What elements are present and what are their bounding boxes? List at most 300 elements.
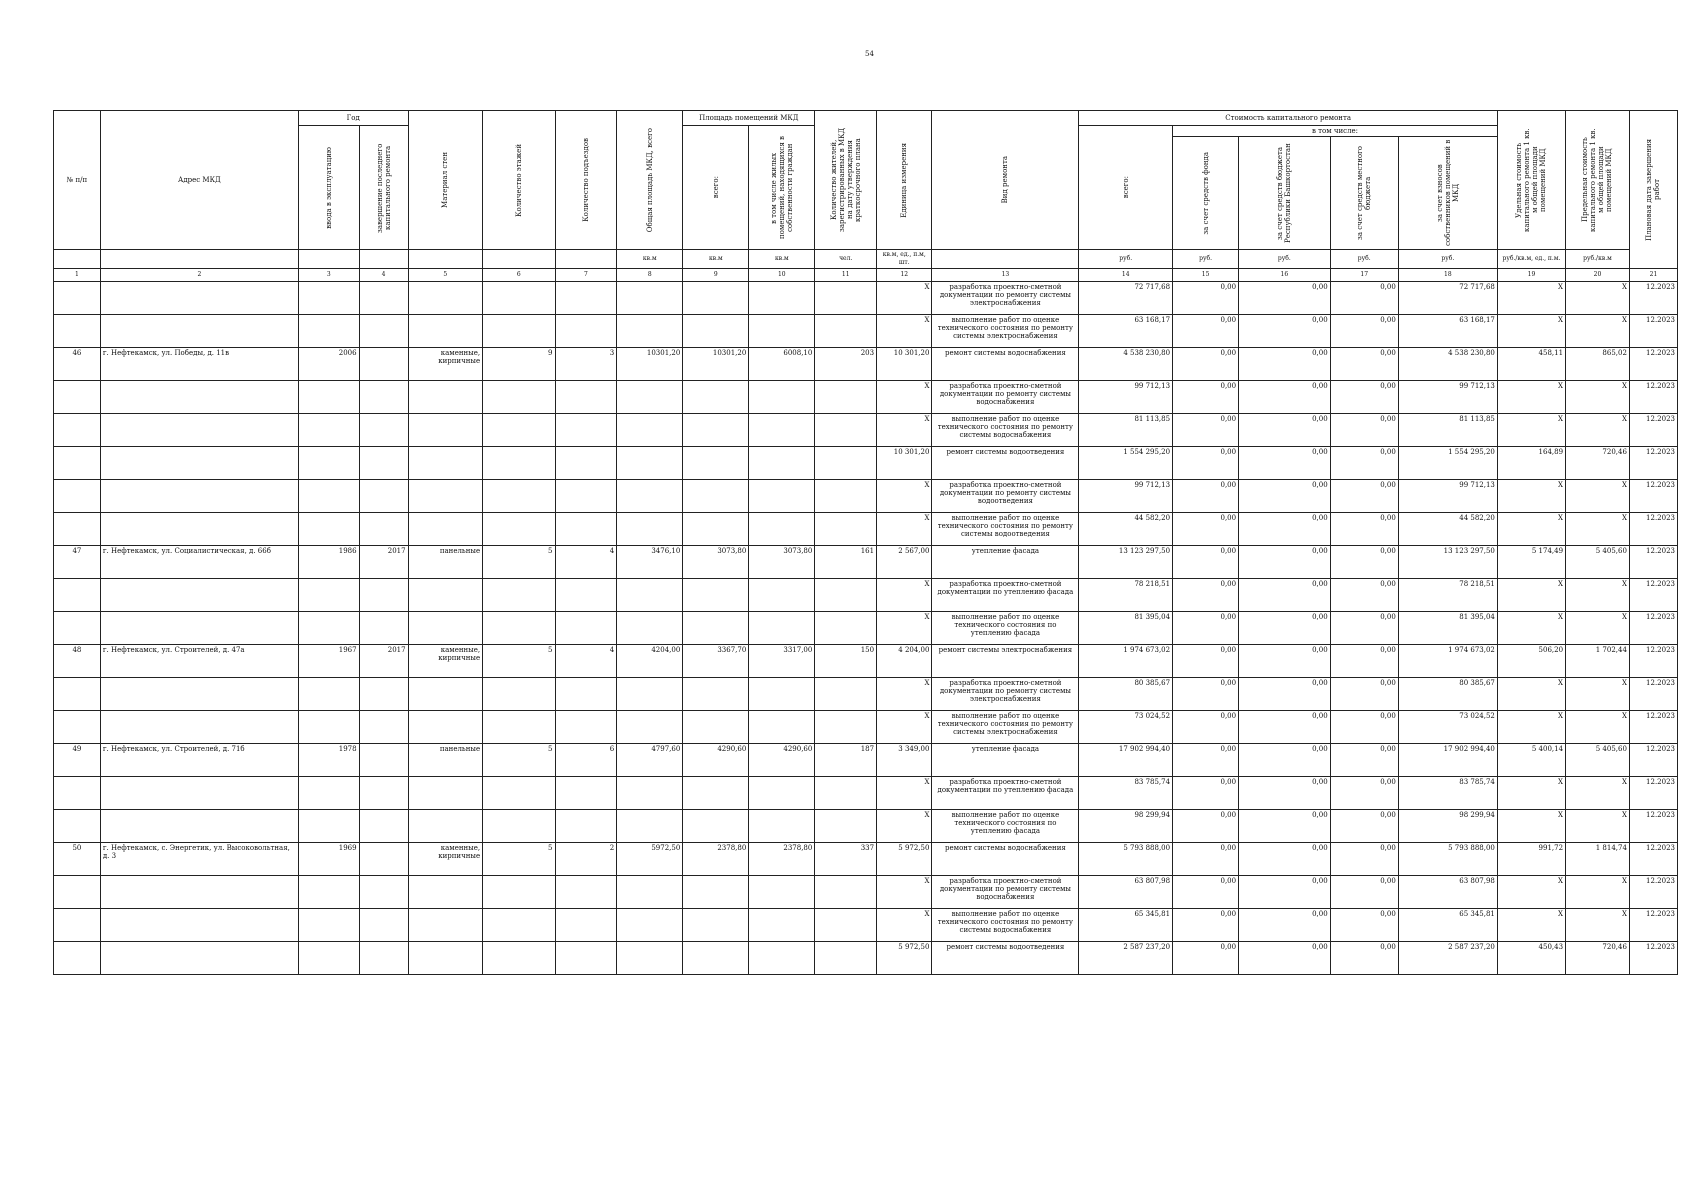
table-row [54,843,1678,876]
cell-area [617,810,683,843]
cell-area [617,942,683,975]
column-number: 13 [932,269,1079,282]
cell-area [617,447,683,480]
cell-mat [408,810,483,843]
cell-num: 49 [54,744,101,777]
cell-pr [749,480,815,513]
cell-addr [100,513,298,546]
cell-mc: 1 814,74 [1566,843,1630,876]
cell-own: 13 123 297,50 [1398,546,1497,579]
cell-fund: 0,00 [1173,381,1239,414]
cell-total: 72 717,68 [1079,282,1173,315]
cell-total: 63 807,98 [1079,876,1173,909]
unit-label: руб. [1239,250,1331,269]
cell-uc: X [1497,315,1565,348]
cell-total: 65 345,81 [1079,909,1173,942]
table-row [54,876,1678,909]
header-premises-total: всего: [683,126,749,250]
column-numbers-row [54,269,1678,282]
cell-fl [483,909,555,942]
column-number: 7 [555,269,617,282]
cell-y1: 1986 [298,546,359,579]
header-repair-type: Вид ремонта [932,111,1079,250]
cell-date: 12.2023 [1629,843,1677,876]
cell-work: выполнение работ по оценке технического состояния по ремонту системы водоснабжения [932,909,1079,942]
unit-label: руб./кв.м, ед., п.м. [1497,250,1565,269]
cell-y2 [359,711,408,744]
cell-fund: 0,00 [1173,711,1239,744]
cell-num: 47 [54,546,101,579]
cell-pa [683,282,749,315]
cell-res [815,810,877,843]
cell-fl [483,678,555,711]
cell-pa [683,513,749,546]
table-row [54,315,1678,348]
cell-unit: X [877,711,932,744]
cell-own: 63 168,17 [1398,315,1497,348]
cell-fl [483,414,555,447]
cell-ent [555,876,617,909]
cell-y2 [359,909,408,942]
cell-mc: X [1566,315,1630,348]
cell-uc: X [1497,810,1565,843]
cell-res: 337 [815,843,877,876]
cell-work: ремонт системы электроснабжения [932,645,1079,678]
cell-pr [749,876,815,909]
cell-mat: панельные [408,546,483,579]
cell-loc: 0,00 [1330,381,1398,414]
cell-area [617,909,683,942]
cell-fund: 0,00 [1173,513,1239,546]
cell-loc: 0,00 [1330,513,1398,546]
cell-ent [555,678,617,711]
cell-pa: 3367,70 [683,645,749,678]
cell-mc: X [1566,612,1630,645]
table-row [54,777,1678,810]
cell-fund: 0,00 [1173,480,1239,513]
cell-res [815,282,877,315]
cell-y2 [359,744,408,777]
cell-addr [100,678,298,711]
cell-work: выполнение работ по оценке технического состояния по утеплению фасада [932,612,1079,645]
cell-unit: X [877,282,932,315]
cell-ent: 4 [555,645,617,678]
cell-mc: 720,46 [1566,447,1630,480]
cell-res: 203 [815,348,877,381]
cell-loc: 0,00 [1330,645,1398,678]
cell-mc: 865,02 [1566,348,1630,381]
table-row [54,744,1678,777]
cell-mat: каменные, кирпичные [408,645,483,678]
cell-total: 44 582,20 [1079,513,1173,546]
cell-own: 99 712,13 [1398,381,1497,414]
cell-pr [749,513,815,546]
cell-y2 [359,843,408,876]
cell-unit: X [877,876,932,909]
header-deadline: Плановая дата завершения работ [1629,111,1677,269]
cell-mat: каменные, кирпичные [408,843,483,876]
cell-fl [483,876,555,909]
cell-addr [100,315,298,348]
cell-mat: каменные, кирпичные [408,348,483,381]
cell-unit: X [877,579,932,612]
cell-loc: 0,00 [1330,282,1398,315]
cell-loc: 0,00 [1330,777,1398,810]
header-year: Год [298,111,408,126]
cell-loc: 0,00 [1330,414,1398,447]
column-number: 2 [100,269,298,282]
cell-fund: 0,00 [1173,678,1239,711]
capital-repair-table [53,110,1678,975]
cell-fl [483,810,555,843]
cell-total: 1 554 295,20 [1079,447,1173,480]
cell-unit: 2 567,00 [877,546,932,579]
cell-pa [683,942,749,975]
cell-addr [100,282,298,315]
cell-addr [100,942,298,975]
cell-pr [749,612,815,645]
cell-total: 81 113,85 [1079,414,1173,447]
cell-num: 50 [54,843,101,876]
cell-y2 [359,579,408,612]
cell-ent [555,414,617,447]
cell-addr [100,480,298,513]
column-number: 9 [683,269,749,282]
cell-rep: 0,00 [1239,876,1331,909]
cell-pr: 4290,60 [749,744,815,777]
cell-area: 4204,00 [617,645,683,678]
cell-work: разработка проектно-сметной документации по ремонту системы водоснабжения [932,381,1079,414]
cell-res [815,513,877,546]
cell-mat [408,678,483,711]
cell-num [54,414,101,447]
cell-date: 12.2023 [1629,546,1677,579]
cell-pr: 2378,80 [749,843,815,876]
cell-rep: 0,00 [1239,942,1331,975]
cell-num [54,315,101,348]
cell-uc: 458,11 [1497,348,1565,381]
cell-date: 12.2023 [1629,942,1677,975]
cell-ent [555,810,617,843]
cell-area [617,678,683,711]
cell-pa [683,315,749,348]
cell-loc: 0,00 [1330,843,1398,876]
cell-work: разработка проектно-сметной документации по утеплению фасада [932,579,1079,612]
cell-work: выполнение работ по оценке технического состояния по ремонту системы водоотведения [932,513,1079,546]
cell-own: 83 785,74 [1398,777,1497,810]
cell-rep: 0,00 [1239,315,1331,348]
cell-unit: 5 972,50 [877,843,932,876]
cell-date: 12.2023 [1629,381,1677,414]
cell-y1 [298,876,359,909]
cell-res [815,876,877,909]
cell-ent [555,513,617,546]
cell-pa [683,876,749,909]
cell-date: 12.2023 [1629,282,1677,315]
header-year-commissioning: ввода в эксплуатацию [298,126,359,250]
cell-total: 63 168,17 [1079,315,1173,348]
cell-pa [683,612,749,645]
cell-date: 12.2023 [1629,876,1677,909]
cell-mat [408,414,483,447]
cell-addr [100,579,298,612]
unit-label: руб. [1330,250,1398,269]
cell-res [815,447,877,480]
cell-fl [483,480,555,513]
cell-fund: 0,00 [1173,282,1239,315]
cell-addr [100,777,298,810]
cell-fund: 0,00 [1173,744,1239,777]
cell-date: 12.2023 [1629,414,1677,447]
cell-mat [408,381,483,414]
header-including: в том числе: [1173,126,1498,137]
cell-work: ремонт системы водоснабжения [932,348,1079,381]
header-premises-residents: в том числе жилых помещений, находящихся в собственности граждан [749,126,815,250]
cell-fl [483,381,555,414]
column-number: 8 [617,269,683,282]
cell-date: 12.2023 [1629,447,1677,480]
cell-work: разработка проектно-сметной документации по утеплению фасада [932,777,1079,810]
cell-area [617,282,683,315]
cell-pr [749,282,815,315]
column-number: 1 [54,269,101,282]
cell-total: 99 712,13 [1079,480,1173,513]
cell-mc: X [1566,480,1630,513]
cell-num [54,381,101,414]
cell-y1 [298,414,359,447]
cell-res [815,315,877,348]
column-number: 12 [877,269,932,282]
cell-area [617,777,683,810]
table-row [54,909,1678,942]
cell-area [617,315,683,348]
column-number: 19 [1497,269,1565,282]
cell-num [54,876,101,909]
cell-fund: 0,00 [1173,447,1239,480]
cell-fund: 0,00 [1173,579,1239,612]
cell-area [617,876,683,909]
cell-res [815,381,877,414]
cell-own: 98 299,94 [1398,810,1497,843]
cell-y1 [298,315,359,348]
header-owners: за счет взносов собственников помещений в МКД [1398,137,1497,250]
cell-addr: г. Нефтекамск, ул. Социалистическая, д. 66б [100,546,298,579]
cell-pr: 3073,80 [749,546,815,579]
cell-unit: 5 972,50 [877,942,932,975]
cell-date: 12.2023 [1629,744,1677,777]
cell-mc: X [1566,810,1630,843]
cell-mat [408,711,483,744]
cell-rep: 0,00 [1239,777,1331,810]
cell-fund: 0,00 [1173,546,1239,579]
cell-unit: X [877,480,932,513]
cell-uc: 5 400,14 [1497,744,1565,777]
cell-num: 48 [54,645,101,678]
cell-unit: 10 301,20 [877,447,932,480]
cell-uc: X [1497,513,1565,546]
table-row [54,612,1678,645]
cell-uc: 506,20 [1497,645,1565,678]
cell-rep: 0,00 [1239,810,1331,843]
column-number: 21 [1629,269,1677,282]
cell-addr: г. Нефтекамск, ул. Строителей, д. 47а [100,645,298,678]
cell-num [54,942,101,975]
cell-ent [555,942,617,975]
cell-num [54,612,101,645]
cell-res [815,414,877,447]
cell-area: 5972,50 [617,843,683,876]
cell-ent [555,315,617,348]
cell-date: 12.2023 [1629,810,1677,843]
column-number: 20 [1566,269,1630,282]
column-number: 3 [298,269,359,282]
column-number: 6 [483,269,555,282]
cell-work: утепление фасада [932,744,1079,777]
cell-res [815,777,877,810]
header-fund: за счет средств фонда [1173,137,1239,250]
cell-total: 98 299,94 [1079,810,1173,843]
cell-total: 5 793 888,00 [1079,843,1173,876]
cell-rep: 0,00 [1239,447,1331,480]
cell-mat [408,447,483,480]
cell-y1 [298,480,359,513]
cell-mc: 1 702,44 [1566,645,1630,678]
cell-total: 83 785,74 [1079,777,1173,810]
cell-y1: 1969 [298,843,359,876]
cell-ent [555,909,617,942]
cell-total: 13 123 297,50 [1079,546,1173,579]
cell-loc: 0,00 [1330,744,1398,777]
cell-unit: X [877,612,932,645]
header-republic: за счет средств бюджета Республики Башкортостан [1239,137,1331,250]
header-premises-area: Площадь помещений МКД [683,111,815,126]
cell-own: 1 974 673,02 [1398,645,1497,678]
table-row [54,579,1678,612]
table-row [54,711,1678,744]
cell-mc: X [1566,282,1630,315]
cell-uc: 450,43 [1497,942,1565,975]
cell-loc: 0,00 [1330,678,1398,711]
cell-unit: X [877,315,932,348]
cell-fl [483,579,555,612]
cell-area: 3476,10 [617,546,683,579]
cell-addr [100,612,298,645]
cell-date: 12.2023 [1629,645,1677,678]
cell-uc: X [1497,909,1565,942]
cell-unit: X [877,909,932,942]
cell-uc: X [1497,876,1565,909]
cell-unit: X [877,414,932,447]
header-address: Адрес МКД [100,111,298,250]
cell-ent [555,447,617,480]
cell-own: 63 807,98 [1398,876,1497,909]
cell-total: 73 024,52 [1079,711,1173,744]
cell-fund: 0,00 [1173,810,1239,843]
cell-rep: 0,00 [1239,480,1331,513]
cell-pr [749,579,815,612]
cell-total: 81 395,04 [1079,612,1173,645]
cell-fl [483,711,555,744]
cell-work: разработка проектно-сметной документации по ремонту системы водоснабжения [932,876,1079,909]
cell-own: 80 385,67 [1398,678,1497,711]
column-number: 17 [1330,269,1398,282]
cell-y1 [298,447,359,480]
cell-area [617,414,683,447]
cell-num [54,711,101,744]
cell-mc: X [1566,513,1630,546]
cell-work: выполнение работ по оценке технического состояния по утеплению фасада [932,810,1079,843]
cell-y1: 1978 [298,744,359,777]
cell-own: 4 538 230,80 [1398,348,1497,381]
cell-y1 [298,612,359,645]
cell-fund: 0,00 [1173,348,1239,381]
cell-loc: 0,00 [1330,546,1398,579]
cell-ent [555,381,617,414]
cell-ent [555,777,617,810]
table-row [54,678,1678,711]
cell-mat [408,876,483,909]
cell-loc: 0,00 [1330,315,1398,348]
cell-mc: X [1566,909,1630,942]
cell-rep: 0,00 [1239,348,1331,381]
cell-work: разработка проектно-сметной документации по ремонту системы электроснабжения [932,678,1079,711]
cell-fl [483,282,555,315]
cell-mat [408,777,483,810]
cell-area: 10301,20 [617,348,683,381]
cell-rep: 0,00 [1239,909,1331,942]
cell-pr [749,678,815,711]
cell-addr [100,909,298,942]
cell-own: 72 717,68 [1398,282,1497,315]
cell-own: 1 554 295,20 [1398,447,1497,480]
cell-pr: 6008,10 [749,348,815,381]
unit-label: руб. [1079,250,1173,269]
cell-own: 81 395,04 [1398,612,1497,645]
header-local: за счет средств местного бюджета [1330,137,1398,250]
cell-rep: 0,00 [1239,843,1331,876]
header-num: № п/п [54,111,101,250]
cell-y1: 1967 [298,645,359,678]
cell-rep: 0,00 [1239,645,1331,678]
header-residents: Количество жителей, зарегистрированных в МКД на дату утверждения краткосрочного плана [815,111,877,250]
cell-pa [683,447,749,480]
cell-rep: 0,00 [1239,513,1331,546]
cell-own: 81 113,85 [1398,414,1497,447]
page-number: 54 [865,50,874,58]
cell-res [815,942,877,975]
cell-total: 2 587 237,20 [1079,942,1173,975]
cell-work: ремонт системы водоотведения [932,942,1079,975]
cell-mc: X [1566,414,1630,447]
table-row [54,513,1678,546]
cell-y1 [298,909,359,942]
cell-pr [749,447,815,480]
cell-mc: X [1566,381,1630,414]
cell-y2 [359,777,408,810]
cell-loc: 0,00 [1330,810,1398,843]
cell-loc: 0,00 [1330,942,1398,975]
cell-y2 [359,348,408,381]
cell-addr [100,447,298,480]
cell-fund: 0,00 [1173,645,1239,678]
cell-pa [683,909,749,942]
cell-uc: X [1497,381,1565,414]
cell-rep: 0,00 [1239,414,1331,447]
cell-mc: 720,46 [1566,942,1630,975]
cell-date: 12.2023 [1629,513,1677,546]
cell-pr [749,711,815,744]
cell-date: 12.2023 [1629,315,1677,348]
